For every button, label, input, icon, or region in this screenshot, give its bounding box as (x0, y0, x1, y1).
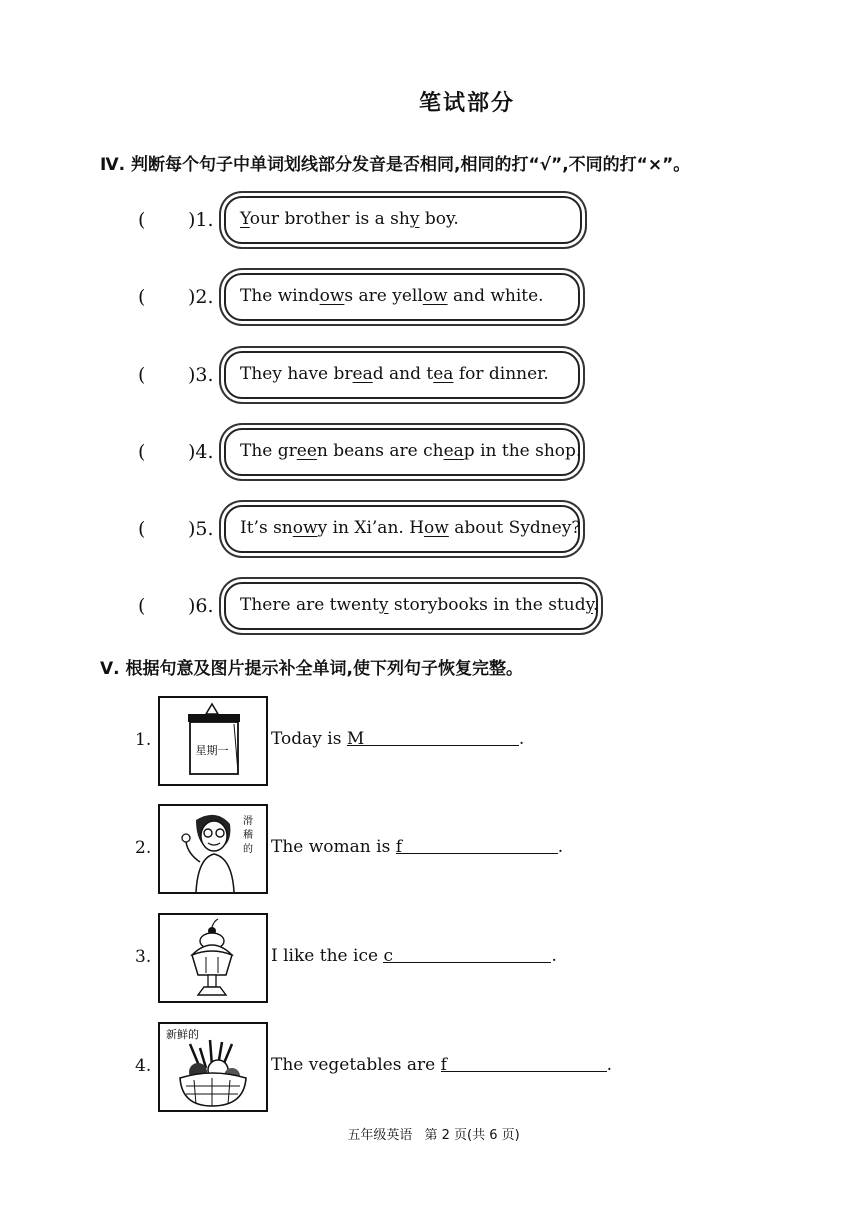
calendar-picture (158, 696, 268, 786)
underlined-part: ea (352, 364, 373, 384)
answer-paren-open: ( (138, 209, 146, 231)
answer-paren-open: ( (138, 441, 146, 463)
sentence-bubble (224, 273, 580, 321)
answer-blank[interactable]: f (441, 1055, 607, 1072)
item-number: 3. (135, 947, 152, 967)
vegetables-picture (158, 1022, 268, 1112)
item-number: 1. (135, 730, 152, 750)
vegetables-label: 新鲜的 (166, 1028, 199, 1041)
fill-sentence: The vegetables are f . (271, 1055, 612, 1075)
sentence-text: There are twenty storybooks in the study. (240, 595, 599, 615)
ice-cream-picture (158, 913, 268, 1003)
funny-woman-icon (160, 806, 266, 892)
question-number: )1. (188, 209, 214, 231)
sentence-bubble (224, 428, 580, 476)
section-5-heading: Ⅴ. 根据句意及图片提示补全单词,使下列句子恢复完整。 (100, 659, 523, 679)
sentence-text: The windows are yellow and white. (240, 286, 544, 306)
sentence-bubble (224, 196, 582, 244)
question-row-4-3 (138, 351, 608, 401)
answer-blank[interactable]: c (383, 946, 551, 963)
underlined-part: ee (296, 441, 317, 461)
item-number: 2. (135, 838, 152, 858)
underlined-part: ow (292, 518, 318, 538)
woman-picture (158, 804, 268, 894)
underlined-part: y (585, 595, 593, 615)
section-4-heading: Ⅳ. 判断每个句子中单词划线部分发音是否相同,相同的打“√”,不同的打“×”。 (100, 155, 691, 175)
sentence-text: The green beans are cheap in the shop. (240, 441, 582, 461)
sentence-text: Your brother is a shy boy. (240, 209, 459, 229)
svg-text:稽: 稽 (243, 830, 253, 841)
fill-sentence: I like the ice c . (271, 946, 557, 966)
calendar-icon (160, 698, 266, 784)
question-number: )2. (188, 286, 214, 308)
underlined-part: Y (240, 209, 250, 229)
fill-item-3 (135, 913, 755, 1003)
answer-paren-open: ( (138, 364, 146, 386)
vegetable-basket-icon (160, 1024, 266, 1110)
page-title: 笔试部分 (418, 91, 515, 116)
question-row-4-5 (138, 505, 608, 555)
answer-blank[interactable]: M (347, 729, 519, 746)
question-row-4-1 (138, 196, 608, 246)
answer-paren-open: ( (138, 518, 146, 540)
footer-subject: 五年级英语 (347, 1128, 413, 1143)
fill-sentence: Today is M . (271, 729, 525, 749)
question-row-4-2 (138, 273, 608, 323)
fill-item-2 (135, 804, 755, 894)
calendar-label: 星期一 (195, 744, 229, 757)
answer-blank[interactable]: f (396, 837, 558, 854)
question-row-4-4 (138, 428, 608, 478)
underlined-part: ow (424, 518, 449, 538)
underlined-part: ow (319, 286, 345, 306)
fill-sentence: The woman is f . (271, 837, 564, 857)
underlined-part: ea (433, 364, 454, 384)
sentence-text: It’s snowy in Xi’an. How about Sydney? (240, 518, 581, 538)
question-row-4-6 (138, 582, 608, 632)
svg-text:的: 的 (243, 844, 253, 855)
sentence-bubble (224, 351, 580, 399)
page-footer (0, 1124, 867, 1143)
question-number: )4. (188, 441, 214, 463)
svg-text:滑: 滑 (243, 816, 253, 827)
underlined-part: ea (443, 441, 464, 461)
sentence-text: They have bread and tea for dinner. (240, 364, 549, 384)
underlined-part: ow (422, 286, 448, 306)
item-number: 4. (135, 1056, 152, 1076)
sentence-bubble (224, 582, 598, 630)
question-number: )5. (188, 518, 214, 540)
underlined-part: y (378, 595, 389, 615)
sentence-bubble (224, 505, 580, 553)
answer-paren-open: ( (138, 595, 146, 617)
fill-item-4 (135, 1022, 755, 1112)
footer-page-number: 第 2 页(共 6 页) (424, 1128, 520, 1143)
answer-paren-open: ( (138, 286, 146, 308)
fill-item-1 (135, 696, 755, 786)
underlined-part: y (409, 209, 420, 229)
question-number: )6. (188, 595, 214, 617)
question-number: )3. (188, 364, 214, 386)
ice-cream-icon (160, 915, 266, 1001)
